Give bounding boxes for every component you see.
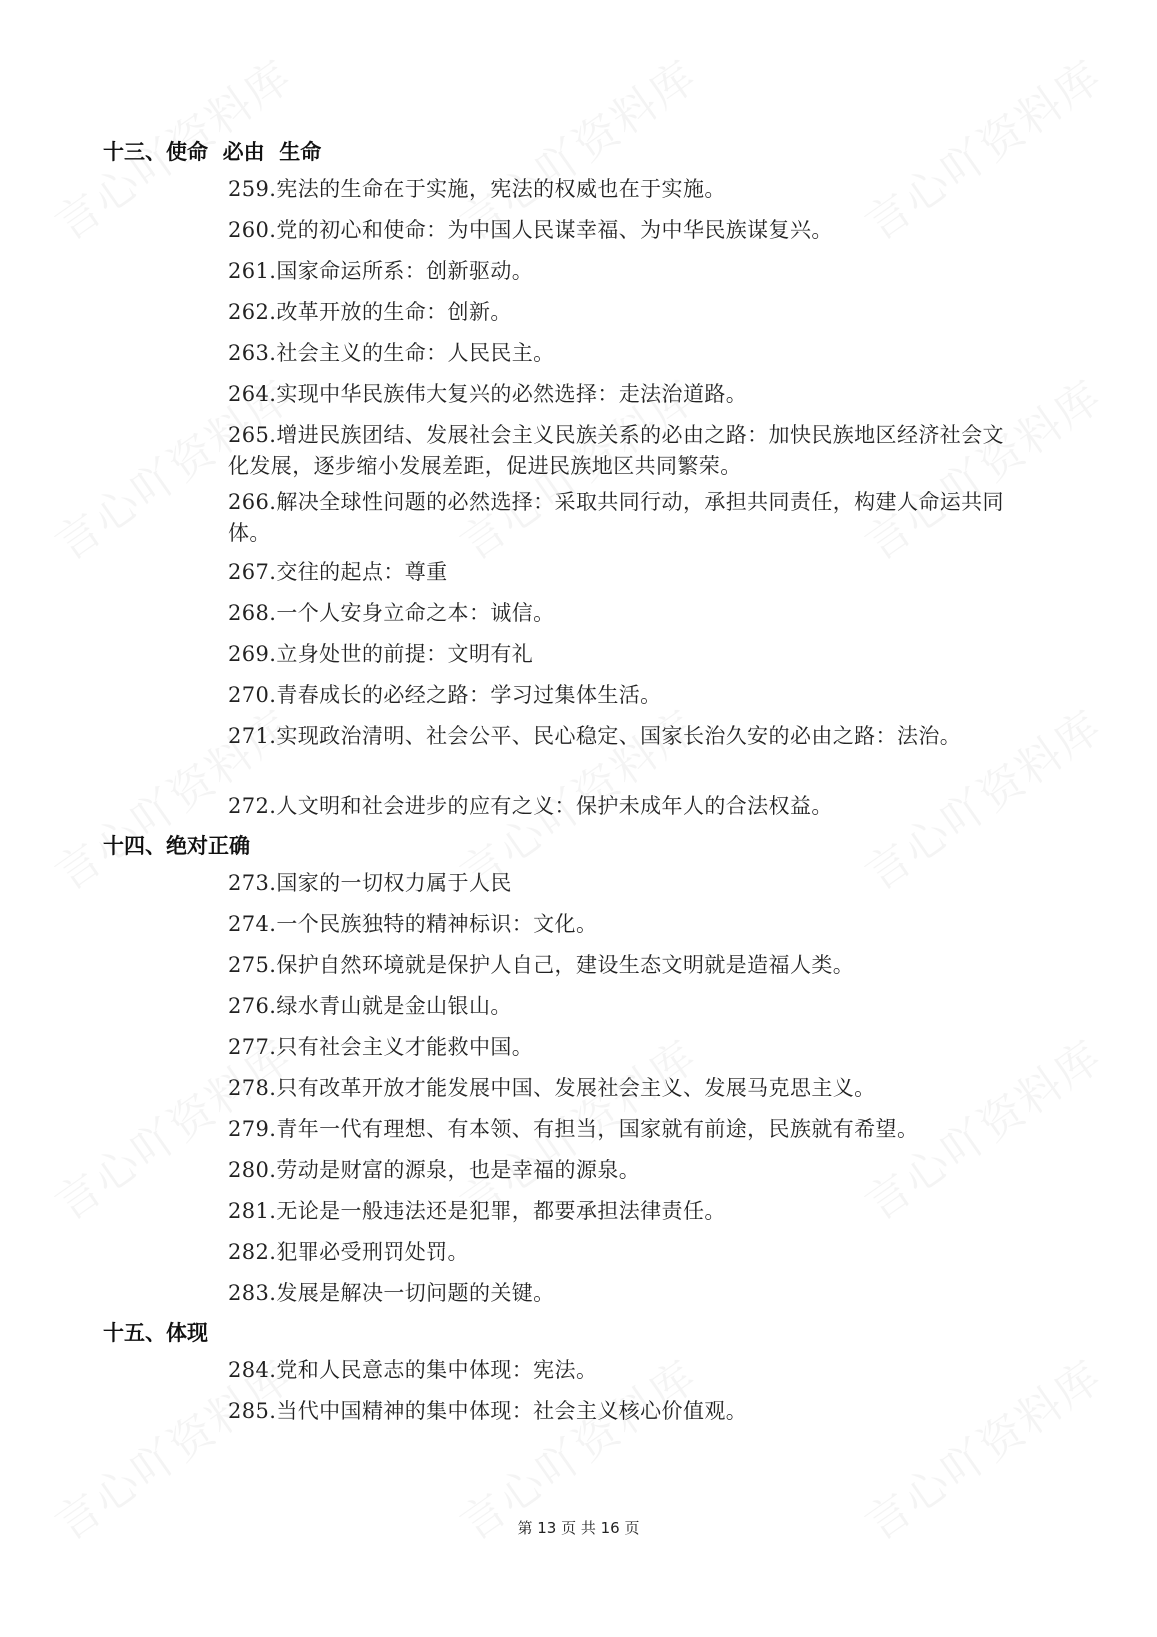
list-item: 276.绿水青山就是金山银山。 xyxy=(228,994,512,1018)
list-item: 273.国家的一切权力属于人民 xyxy=(228,871,512,895)
list-item: 275.保护自然环境就是保护人自己，建设生态文明就是造福人类。 xyxy=(228,953,855,977)
list-item: 283.发展是解决一切问题的关键。 xyxy=(228,1281,555,1305)
list-item: 272.人文明和社会进步的应有之义：保护未成年人的合法权益。 xyxy=(228,794,833,818)
section-heading: 十三、使命 必由 生命 xyxy=(103,140,322,164)
list-item: 277.只有社会主义才能救中国。 xyxy=(228,1035,534,1059)
list-item: 268.一个人安身立命之本：诚信。 xyxy=(228,601,555,625)
list-item: 263.社会主义的生命：人民民主。 xyxy=(228,341,555,365)
list-item: 274.一个民族独特的精神标识：文化。 xyxy=(228,912,598,936)
list-item: 266.解决全球性问题的必然选择：采取共同行动，承担共同责任，构建人命运共同体。 xyxy=(228,490,1004,545)
list-item: 271.实现政治清明、社会公平、民心稳定、国家长治久安的必由之路：法治。 xyxy=(228,724,962,748)
list-item: 285.当代中国精神的集中体现：社会主义核心价值观。 xyxy=(228,1399,748,1423)
page-number-footer: 第 13 页 共 16 页 xyxy=(517,1519,640,1537)
list-item: 281.无论是一般违法还是犯罪，都要承担法律责任。 xyxy=(228,1199,726,1223)
section-heading: 十四、绝对正确 xyxy=(103,834,250,858)
list-item: 262.改革开放的生命：创新。 xyxy=(228,300,512,324)
list-item: 270.青春成长的必经之路：学习过集体生活。 xyxy=(228,683,662,707)
list-item: 279.青年一代有理想、有本领、有担当，国家就有前途，民族就有希望。 xyxy=(228,1117,919,1141)
list-item: 265.增进民族团结、发展社会主义民族关系的必由之路：加快民族地区经济社会文化发展，逐步缩小发展差距，促进民族地区共同繁荣。 xyxy=(228,423,1004,478)
list-item: 269.立身处世的前提：文明有礼 xyxy=(228,642,534,666)
list-item: 282.犯罪必受刑罚处罚。 xyxy=(228,1240,469,1264)
list-item: 259.宪法的生命在于实施，宪法的权威也在于实施。 xyxy=(228,177,726,201)
list-item: 267.交往的起点：尊重 xyxy=(228,560,448,584)
list-item: 264.实现中华民族伟大复兴的必然选择：走法治道路。 xyxy=(228,382,748,406)
section-heading: 十五、体现 xyxy=(103,1321,208,1345)
list-item: 278.只有改革开放才能发展中国、发展社会主义、发展马克思主义。 xyxy=(228,1076,876,1100)
list-item: 260.党的初心和使命：为中国人民谋幸福、为中华民族谋复兴。 xyxy=(228,218,833,242)
list-item: 261.国家命运所系：创新驱动。 xyxy=(228,259,534,283)
list-item: 284.党和人民意志的集中体现：宪法。 xyxy=(228,1358,598,1382)
list-item: 280.劳动是财富的源泉，也是幸福的源泉。 xyxy=(228,1158,641,1182)
